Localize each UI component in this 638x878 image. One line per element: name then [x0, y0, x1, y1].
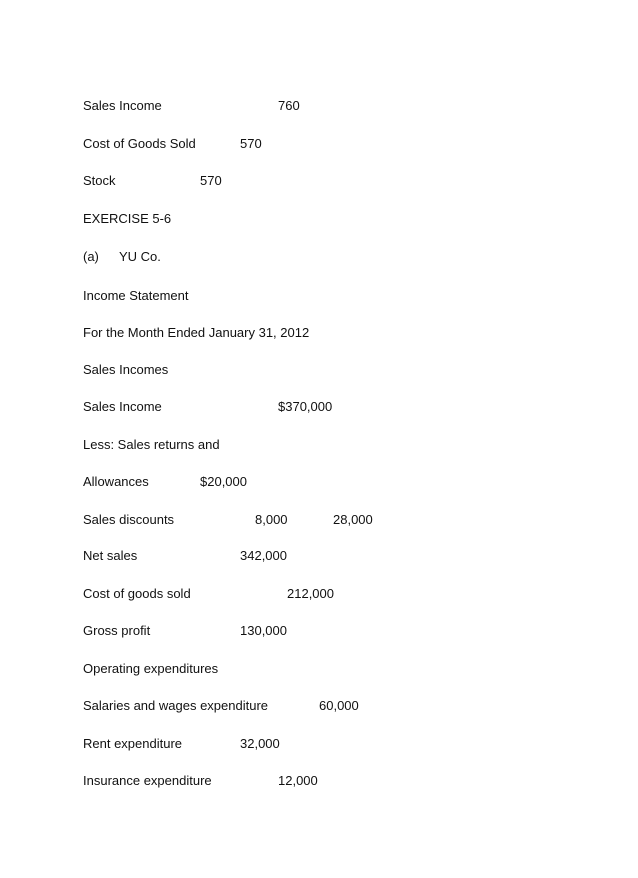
line-sales-incomes-section — [83, 361, 603, 379]
amount: 342,000 — [240, 548, 287, 563]
amount: $370,000 — [278, 399, 333, 414]
line-less-sales-returns — [83, 436, 603, 454]
line-salaries-wages — [83, 697, 603, 715]
line-sales-discounts — [83, 511, 603, 529]
label: Sales Income — [83, 98, 162, 113]
label: Stock — [83, 173, 116, 188]
label: Sales discounts — [83, 512, 175, 527]
label: Gross profit — [83, 623, 151, 638]
label: Sales Income — [83, 399, 162, 414]
label: Less: Sales returns and — [83, 437, 220, 452]
company-name: YU Co. — [119, 249, 161, 264]
amount: 570 — [200, 173, 222, 188]
part-label: (a) — [83, 249, 99, 264]
amount: 12,000 — [278, 773, 318, 788]
line-cost-of-goods-sold-total — [83, 585, 603, 603]
amount: 8,000 — [255, 512, 288, 527]
line-net-sales — [83, 547, 603, 565]
line-sales-income-760 — [83, 97, 603, 115]
line-rent-expenditure — [83, 735, 603, 753]
line-operating-expenditures — [83, 660, 603, 678]
label: Rent expenditure — [83, 736, 183, 751]
amount: $20,000 — [200, 474, 247, 489]
statement-title: Income Statement — [83, 288, 189, 303]
amount: 570 — [240, 136, 262, 151]
line-sales-income — [83, 398, 603, 416]
line-cost-of-goods-sold — [83, 135, 603, 153]
amount: 130,000 — [240, 623, 287, 638]
label: Cost of Goods Sold — [83, 136, 196, 151]
line-insurance-expenditure — [83, 772, 603, 790]
label: Cost of goods sold — [83, 586, 191, 601]
line-company-name — [83, 248, 603, 266]
line-allowances — [83, 473, 603, 491]
amount: 60,000 — [319, 698, 359, 713]
label: Net sales — [83, 548, 138, 563]
line-gross-profit — [83, 622, 603, 640]
amount: 760 — [278, 98, 300, 113]
section-heading: Sales Incomes — [83, 362, 169, 377]
label: Salaries and wages expenditure — [83, 698, 269, 713]
line-statement-title — [83, 287, 603, 305]
line-statement-period — [83, 324, 603, 342]
line-stock — [83, 172, 603, 190]
amount: 32,000 — [240, 736, 280, 751]
label: Allowances — [83, 474, 149, 489]
exercise-heading: EXERCISE 5-6 — [83, 211, 172, 226]
section-heading: Operating expenditures — [83, 661, 219, 676]
total: 28,000 — [333, 512, 373, 527]
line-exercise-heading — [83, 210, 603, 228]
label: Insurance expenditure — [83, 773, 212, 788]
statement-period: For the Month Ended January 31, 2012 — [83, 325, 310, 340]
amount: 212,000 — [287, 586, 334, 601]
